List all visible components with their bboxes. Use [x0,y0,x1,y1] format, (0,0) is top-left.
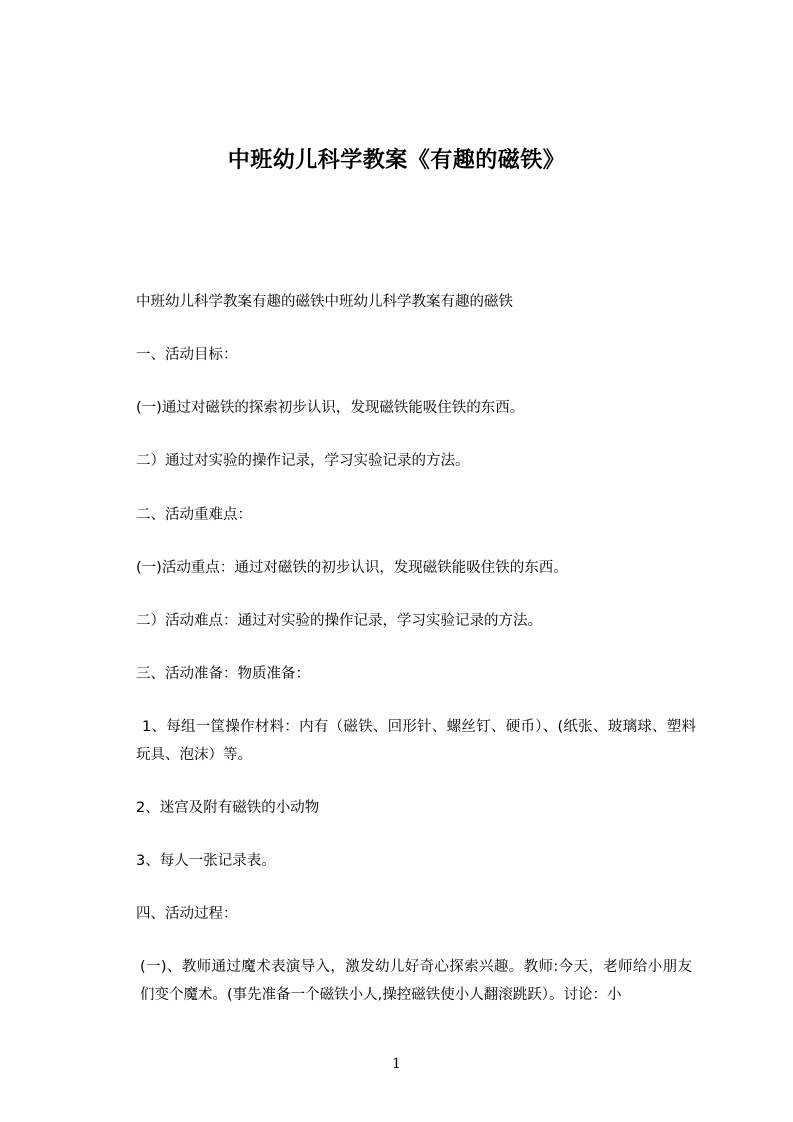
preparation-item-3: 3、每人一张记录表。 [136,853,276,869]
goal-item-2: 二）通过对实验的操作记录，学习实验记录的方法。 [136,453,470,469]
key-point-item-1: (一)活动重点：通过对磁铁的初步认识，发现磁铁能吸住铁的东西。 [136,560,568,576]
section-heading-preparation: 三、活动准备：物质准备： [136,666,310,682]
preparation-item-2: 2、迷宫及附有磁铁的小动物 [136,800,320,816]
process-item-1: (一)、教师通过魔术表演导入，激发幼儿好奇心探索兴趣。教师:今天，老师给小朋友们变个魔术。(事先准备一个磁铁小人,操控磁铁使小人翻滚跳跃）。讨论：小 [140,959,692,1003]
page-title: 中班幼儿科学教案《有趣的磁铁》 [227,148,566,173]
goal-item-1: (一)通过对磁铁的探索初步认识，发现磁铁能吸住铁的东西。 [136,400,525,416]
page-number: 1 [392,1056,401,1072]
section-heading-process: 四、活动过程： [136,906,238,922]
section-heading-goals: 一、活动目标： [136,347,238,363]
section-heading-key-points: 二、活动重难点： [136,507,252,523]
key-point-item-2: 二）活动难点：通过对实验的操作记录，学习实验记录的方法。 [136,613,542,629]
intro-paragraph: 中班幼儿科学教案有趣的磁铁中班幼儿科学教案有趣的磁铁 [136,294,513,310]
preparation-item-1: 1、每组一筐操作材料：内有（磁铁、回形针、螺丝钉、硬币）、(纸张、玻璃球、塑料玩具、泡沫）等。 [136,719,696,763]
